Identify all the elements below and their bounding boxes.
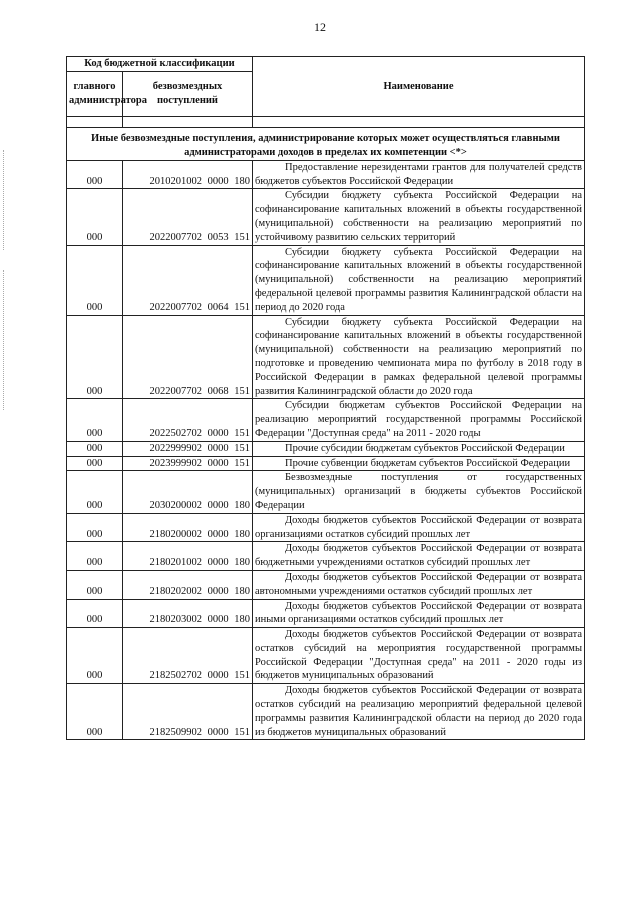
section-title: Иные безвозмездные поступления, администрирование которых может осуществляться главными администраторами доходов в пределах их компетенции <*> xyxy=(67,127,585,160)
header-code-group: Код бюджетной классификации xyxy=(67,57,253,72)
income-code-cell: 2022007702 0053 151 xyxy=(123,189,253,245)
table-row xyxy=(67,245,585,315)
income-code-cell: 2182509902 0000 151 xyxy=(123,684,253,740)
margin-dotted-line xyxy=(3,150,5,250)
admin-code-cell: 000 xyxy=(67,441,123,456)
admin-code-cell: 000 xyxy=(67,542,123,571)
table-row xyxy=(67,599,585,628)
income-name-cell: Прочие субсидии бюджетам субъектов Российской Федерации xyxy=(253,441,585,456)
income-code-cell: 2180203002 0000 180 xyxy=(123,599,253,628)
income-name-cell: Субсидии бюджету субъекта Российской Федерации на софинансирование капитальных вложений в объекты государственной (муниципальной) собственности на реализацию мероприятий федеральной целевой программы развития Калининградской области на период до 2020 года xyxy=(253,245,585,315)
header-income: безвозмездных поступлений xyxy=(123,71,253,116)
table-row xyxy=(67,456,585,471)
admin-code-cell: 000 xyxy=(67,570,123,599)
admin-code-cell: 000 xyxy=(67,245,123,315)
income-code-cell: 2030200002 0000 180 xyxy=(123,471,253,513)
income-name-cell: Субсидии бюджету субъекта Российской Федерации на софинансирование капитальных вложений в объекты государственной (муниципальной) собственности на реализацию мероприятий по подготовке и проведению чемпионата мира по футболу в 2018 году в Российской Федерации в рамках федеральной целевой программы развития Калининградской области до 2020 года xyxy=(253,315,585,399)
income-name-cell: Прочие субвенции бюджетам субъектов Российской Федерации xyxy=(253,456,585,471)
income-name-cell: Предоставление нерезидентами грантов для получателей средств бюджетов субъектов Российской Федерации xyxy=(253,160,585,189)
table-row xyxy=(67,542,585,571)
income-code-cell: 2180202002 0000 180 xyxy=(123,570,253,599)
income-name-cell: Субсидии бюджетам субъектов Российской Федерации на реализацию мероприятий государственной программы Российской Федерации "Доступная среда" на 2011 - 2020 годы xyxy=(253,399,585,441)
header-name: Наименование xyxy=(253,57,585,117)
table-row xyxy=(67,628,585,684)
income-name-cell: Безвозмездные поступления от государственных (муниципальных) организаций в бюджеты субъектов Российской Федерации xyxy=(253,471,585,513)
admin-code-cell: 000 xyxy=(67,471,123,513)
income-code-cell: 2180200002 0000 180 xyxy=(123,513,253,542)
admin-code-cell: 000 xyxy=(67,684,123,740)
income-code-cell: 2022502702 0000 151 xyxy=(123,399,253,441)
admin-code-cell: 000 xyxy=(67,599,123,628)
income-name-cell: Доходы бюджетов субъектов Российской Федерации от возврата иными организациями остатков субсидий прошлых лет xyxy=(253,599,585,628)
table-row xyxy=(67,513,585,542)
income-name-cell: Субсидии бюджету субъекта Российской Федерации на софинансирование капитальных вложений в объекты государственной (муниципальной) собственности на реализацию мероприятий по устойчивому развитию сельских территорий xyxy=(253,189,585,245)
income-name-cell: Доходы бюджетов субъектов Российской Федерации от возврата автономными учреждениями остатков субсидий прошлых лет xyxy=(253,570,585,599)
income-code-cell: 2010201002 0000 180 xyxy=(123,160,253,189)
admin-code-cell: 000 xyxy=(67,315,123,399)
admin-code-cell: 000 xyxy=(67,189,123,245)
header-admin: главного администратора xyxy=(67,71,123,116)
income-name-cell: Доходы бюджетов субъектов Российской Федерации от возврата остатков субсидий на мероприятия государственной программы Российской Федерации "Доступная среда" на 2011 - 2020 годы из бюджетов муниципальных образований xyxy=(253,628,585,684)
income-code-cell: 2022999902 0000 151 xyxy=(123,441,253,456)
table-row xyxy=(67,189,585,245)
admin-code-cell: 000 xyxy=(67,456,123,471)
income-code-cell: 2180201002 0000 180 xyxy=(123,542,253,571)
table-row xyxy=(67,684,585,740)
income-code-cell: 2022007702 0064 151 xyxy=(123,245,253,315)
admin-code-cell: 000 xyxy=(67,160,123,189)
income-code-cell: 2022007702 0068 151 xyxy=(123,315,253,399)
table-row xyxy=(67,399,585,441)
table-body xyxy=(67,160,585,740)
admin-code-cell: 000 xyxy=(67,628,123,684)
table-row xyxy=(67,441,585,456)
admin-code-cell: 000 xyxy=(67,513,123,542)
income-name-cell: Доходы бюджетов субъектов Российской Федерации от возврата остатков субсидий на реализацию мероприятий федеральной целевой программы развития Калининградской области на период до 2020 года из бюджетов муниципальных образований xyxy=(253,684,585,740)
page-number: 12 xyxy=(314,20,326,34)
margin-dotted-line xyxy=(3,270,5,410)
table-row xyxy=(67,160,585,189)
income-code-cell: 2023999902 0000 151 xyxy=(123,456,253,471)
income-code-cell: 2182502702 0000 151 xyxy=(123,628,253,684)
table-row xyxy=(67,315,585,399)
income-name-cell: Доходы бюджетов субъектов Российской Федерации от возврата бюджетными учреждениями остатков субсидий прошлых лет xyxy=(253,542,585,571)
table-row xyxy=(67,570,585,599)
spacer-row xyxy=(67,116,585,127)
admin-code-cell: 000 xyxy=(67,399,123,441)
table-row xyxy=(67,471,585,513)
income-name-cell: Доходы бюджетов субъектов Российской Федерации от возврата организациями остатков субсидий прошлых лет xyxy=(253,513,585,542)
budget-classification-table xyxy=(66,56,585,740)
